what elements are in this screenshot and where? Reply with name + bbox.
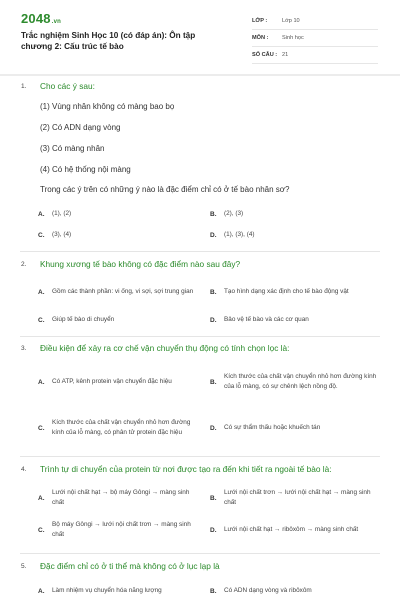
option-label: D.: [210, 526, 217, 534]
option-text: Lưới nội chất trơn → lưới nội chất hạt → màng sinh chất: [224, 489, 371, 506]
question-number: 5.: [21, 563, 27, 570]
option-text: Làm nhiệm vụ chuyển hóa năng lượng: [52, 587, 162, 594]
option-label: D.: [210, 231, 217, 239]
meta-row-subject: [252, 30, 378, 47]
option-text: (3), (4): [52, 231, 72, 238]
option-text: (1), (2): [52, 210, 72, 217]
meta-row-class: [252, 13, 378, 30]
answer-option-d[interactable]: [210, 314, 380, 326]
answer-option-d[interactable]: [210, 229, 380, 241]
question-text: Khung xương tế bào không có đặc điểm nào sau đây?: [40, 259, 241, 269]
meta-info: [252, 13, 378, 64]
option-text: Giúp tế bào di chuyển: [52, 316, 115, 323]
meta-value: 21: [282, 52, 289, 58]
option-label: B.: [210, 587, 217, 595]
question-statement: (3) Có màng nhân: [40, 144, 105, 153]
option-label: B.: [210, 494, 217, 502]
logo-text: 2048: [21, 11, 51, 26]
answer-option-c[interactable]: [38, 314, 203, 326]
answer-option-b[interactable]: [210, 208, 380, 220]
answer-option-d[interactable]: [210, 519, 380, 541]
answer-option-c[interactable]: [38, 412, 203, 444]
meta-key: LỚP :: [252, 18, 268, 24]
option-label: A.: [38, 587, 45, 595]
option-text: Có ADN dạng vòng và ribôxôm: [224, 587, 312, 594]
meta-key: MÔN :: [252, 35, 269, 41]
meta-value: Sinh học: [282, 35, 304, 41]
answer-option-d[interactable]: [210, 422, 380, 434]
option-label: C.: [38, 316, 45, 324]
option-text: Lưới nội chất hạt → ribôxôm → màng sinh chất: [224, 526, 359, 533]
option-text: Kích thước của chất vận chuyển nhỏ hơn đường kính của lỗ màng, có sự chênh lệch nồng độ.: [224, 373, 377, 390]
question-number: 3.: [21, 345, 27, 352]
answer-option-a[interactable]: [38, 585, 203, 597]
option-label: D.: [210, 316, 217, 324]
answer-option-b[interactable]: [210, 366, 380, 398]
answer-option-a[interactable]: [38, 281, 203, 303]
question-text: Điều kiện để xảy ra cơ chế vận chuyển thụ động có tính chọn lọc là:: [40, 343, 290, 353]
question-text: Đặc điểm chỉ có ở ti thể mà không có ở lục lạp là: [40, 561, 220, 571]
logo-suffix: .vn: [51, 19, 62, 25]
question-divider: [20, 456, 380, 457]
option-text: (1), (3), (4): [224, 231, 255, 238]
option-label: A.: [38, 288, 45, 296]
option-text: (2), (3): [224, 210, 244, 217]
page-header: [0, 0, 400, 74]
option-label: C.: [38, 424, 45, 432]
option-label: C.: [38, 231, 45, 239]
option-label: B.: [210, 210, 217, 218]
answer-option-a[interactable]: [38, 208, 203, 220]
option-text: Gồm các thành phần: vi ống, vi sợi, sợi trung gian: [52, 288, 194, 295]
answer-option-b[interactable]: [210, 281, 380, 303]
option-label: D.: [210, 424, 217, 432]
option-text: Lưới nội chất hạt → bộ máy Gôngi → màng sinh chất: [52, 489, 190, 506]
answer-option-b[interactable]: [210, 585, 380, 597]
option-label: A.: [38, 378, 45, 386]
question-divider: [20, 251, 380, 252]
option-text: Bảo vệ tế bào và các cơ quan: [224, 316, 309, 323]
meta-key: SỐ CÂU :: [252, 52, 278, 58]
option-label: B.: [210, 288, 217, 296]
option-text: Kích thước của chất vận chuyển nhỏ hơn đường kính của lỗ màng, có phân tử protein đặc hiệu: [52, 419, 191, 436]
option-text: Có ATP, kênh protein vận chuyển đặc hiệu: [52, 378, 172, 385]
question-text: Trình tự di chuyển của protein từ nơi được tạo ra đến khi tiết ra ngoài tế bào là:: [40, 464, 332, 474]
meta-value: Lớp 10: [282, 18, 300, 24]
site-logo[interactable]: [21, 11, 61, 26]
option-text: Có sự thẩm thấu hoặc khuếch tán: [224, 424, 321, 431]
answer-option-c[interactable]: [38, 229, 203, 241]
question-number: 2.: [21, 261, 27, 268]
question-statement: Trong các ý trên có những ý nào là đặc điểm chỉ có ở tế bào nhân sơ?: [40, 185, 290, 194]
answer-option-c[interactable]: [38, 519, 203, 541]
answer-option-a[interactable]: [38, 487, 203, 509]
question-statement: (1) Vùng nhân không có màng bao bọ: [40, 102, 175, 111]
meta-row-count: [252, 47, 378, 64]
option-label: A.: [38, 494, 45, 502]
answer-option-a[interactable]: [38, 376, 203, 388]
option-label: B.: [210, 378, 217, 386]
answer-option-b[interactable]: [210, 487, 380, 509]
document-title: Trắc nghiệm Sinh Học 10 (có đáp án): Ôn tập chương 2: Cấu trúc tế bào: [21, 31, 196, 51]
question-number: 4.: [21, 466, 27, 473]
question-divider: [20, 553, 380, 554]
option-text: Tạo hình dạng xác định cho tế bào động vật: [224, 288, 349, 295]
question-statement: (4) Có hệ thống nội màng: [40, 165, 131, 174]
option-label: C.: [38, 526, 45, 534]
option-label: A.: [38, 210, 45, 218]
question-number: 1.: [21, 83, 27, 90]
option-text: Bộ máy Gôngi → lưới nội chất trơn → màng sinh chất: [52, 521, 191, 538]
question-text: Cho các ý sau:: [40, 81, 95, 91]
question-statement: (2) Có ADN dạng vòng: [40, 123, 121, 132]
question-divider: [20, 336, 380, 337]
header-divider: [0, 74, 400, 76]
